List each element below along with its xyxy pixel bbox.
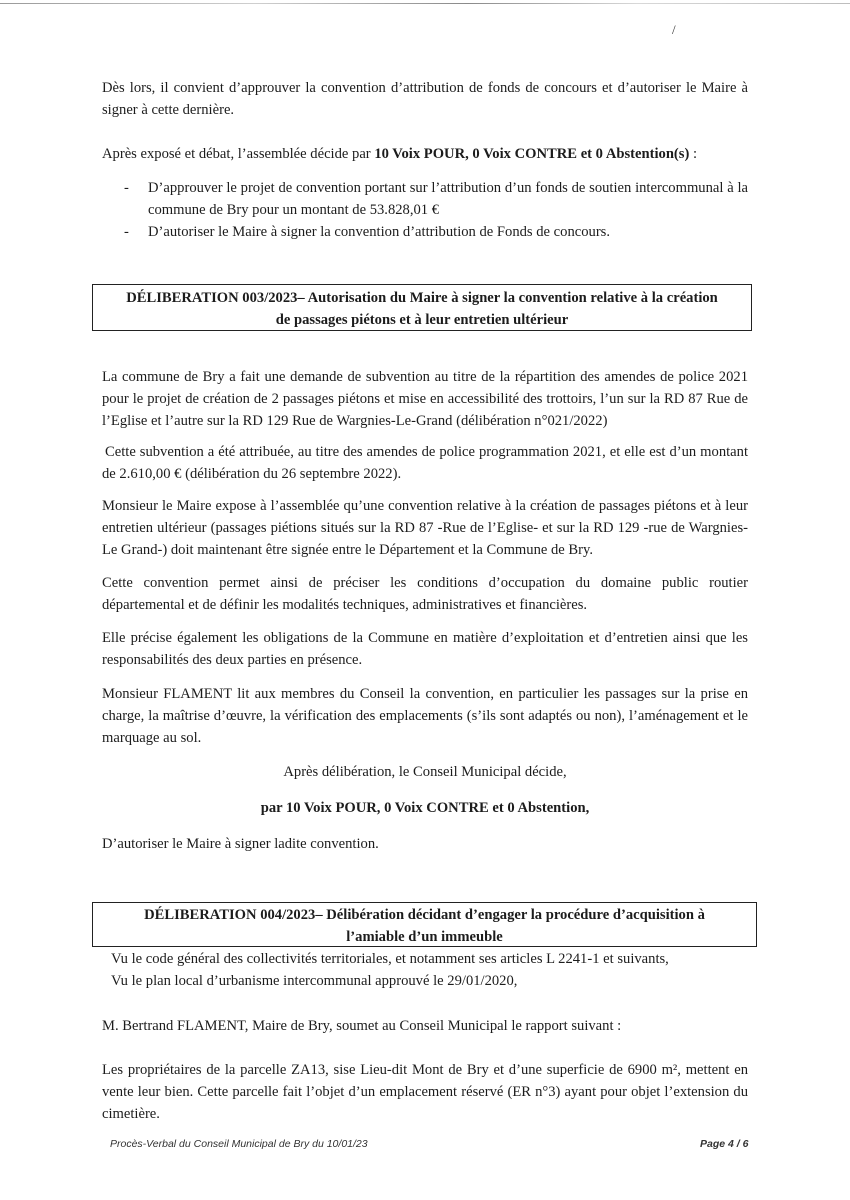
paragraph-report: M. Bertrand FLAMENT, Maire de Bry, soumet au Conseil Municipal le rapport suivant : [102, 1018, 622, 1034]
paragraph-convention-exposed: Monsieur le Maire expose à l’assemblée qu’une convention relative à la création de passages piétons et à leur entretien ultérieur (passages piétions situés sur la RD 87 -Rue de l’Eglise- et sur la RD 129 -rue de Wargnies-Le Grand-) doit maintenant être signée entre le Département et la Commune de Bry. [102, 498, 748, 558]
stray-mark: / [672, 22, 676, 37]
paragraph-parcel: Les propriétaires de la parcelle ZA13, sise Lieu-dit Mont de Bry et d’une superficie de 6900 m², mettent en vente leur bien. Cette parcelle fait l’objet d’un emplacement réservé (ER n°3) ayant pour objet l’extension du cimetière. [102, 1062, 748, 1122]
decision-intro-003: Après délibération, le Conseil Municipal décide, [283, 764, 567, 780]
paragraph-convention-purpose: Cette convention permet ainsi de préciser les conditions d’occupation du domaine public routier départemental et de définir les modalités techniques, administratives et financières. [102, 575, 748, 613]
decision-suffix: : [689, 146, 698, 162]
paragraph-obligations: Elle précise également les obligations de la Commune en matière d’exploitation et d’entretien ainsi que les responsabilités des deux parties en présence. [102, 630, 748, 668]
decision-list [102, 177, 748, 243]
deliberation-004-title-box [92, 902, 757, 947]
deliberation-003-title-line2: de passages piétons et à leur entretien ultérieur [275, 312, 569, 328]
deliberation-003-title-line1: DÉLIBERATION 003/2023– Autorisation du Maire à signer la convention relative à la création [126, 290, 718, 306]
decision-vote-line [102, 143, 748, 165]
deliberation-004-title-line2: l’amiable d’un immeuble [346, 929, 503, 945]
decision-vote-003: par 10 Voix POUR, 0 Voix CONTRE et 0 Abstention, [260, 800, 590, 816]
footer-document-title: Procès-Verbal du Conseil Municipal de Bry du 10/01/23 [110, 1138, 368, 1150]
paragraph-reading: Monsieur FLAMENT lit aux membres du Conseil la convention, en particulier les passages sur la prise en charge, la maîtrise d’œuvre, la vérification des emplacements (s’ils sont adaptés ou non), l’aménagement et le marquage au sol. [102, 686, 748, 746]
paragraph-approve-convention: Dès lors, il convient d’approuver la convention d’attribution de fonds de concours et d’autoriser le Maire à signer à cette dernière. [102, 80, 748, 118]
paragraph-subvention-request: La commune de Bry a fait une demande de subvention au titre de la répartition des amendes de police 2021 pour le projet de création de 2 passages piétons et mise en accessibilité des trottoirs, l’un sur la RD 87 Rue de l’Eglise et l’autre sur la RD 129 Rue de Wargnies-Le-Grand (délibération n°021/2022) [102, 369, 748, 429]
decision-vote: 10 Voix POUR, 0 Voix CONTRE et 0 Abstention(s) [374, 146, 690, 162]
list-item: - D’autoriser le Maire à signer la convention d’attribution de Fonds de concours. [124, 224, 611, 240]
deliberation-003-title-box [92, 284, 752, 331]
vu-plan-local: Vu le plan local d’urbanisme intercommunal approuvé le 29/01/2020, [111, 973, 518, 989]
deliberation-004-title-line1: DÉLIBERATION 004/2023– Délibération décidant d’engager la procédure d’acquisition à [144, 907, 705, 923]
resolution-003: D’autoriser le Maire à signer ladite convention. [102, 836, 379, 852]
vu-code-general: Vu le code général des collectivités territoriales, et notamment ses articles L 2241-1 et suivants, [111, 951, 669, 967]
paragraph-subvention-amount: Cette subvention a été attribuée, au titre des amendes de police programmation 2021, et elle est d’un montant de 2.610,00 € (délibération du 26 septembre 2022). [102, 444, 748, 482]
list-item: - D’approuver le projet de convention portant sur l’attribution d’un fonds de soutien intercommunal à la commune de Bry pour un montant de 53.828,01 € [124, 180, 748, 218]
decision-intro: Après exposé et débat, l’assemblée décide par [102, 146, 375, 162]
footer-page-number: Page 4 / 6 [700, 1138, 749, 1150]
scan-edge-line [0, 3, 850, 4]
